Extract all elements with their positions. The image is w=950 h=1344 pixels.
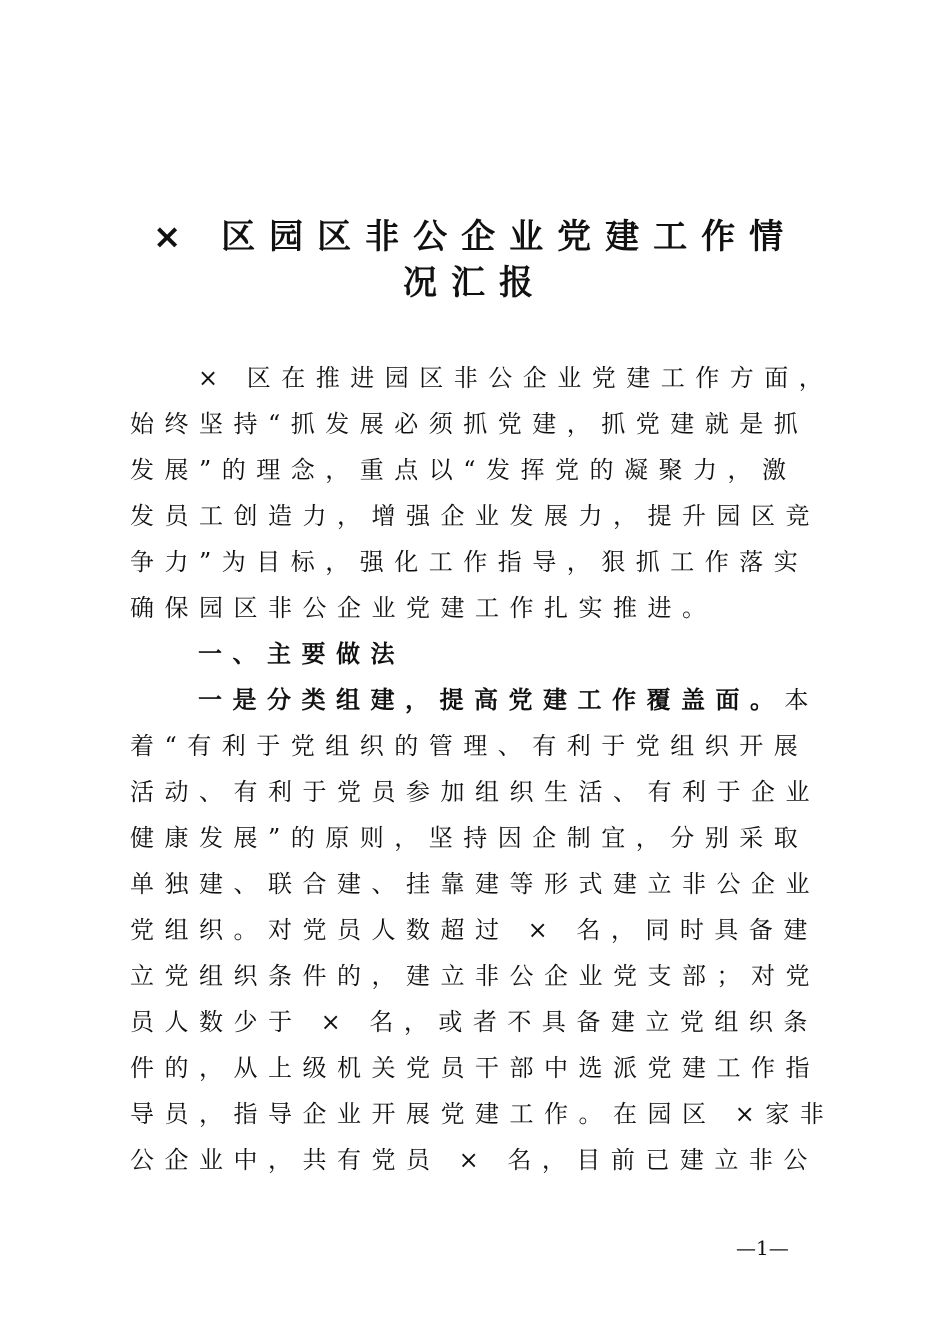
- document-title-line-2: 况汇报: [403, 263, 547, 303]
- page-number: —1—: [736, 1236, 789, 1260]
- subsection-first-line-rest: 本: [784, 686, 819, 714]
- paragraph-line: 立党组织条件的，建立非公企业党支部；对党: [130, 962, 820, 990]
- paragraph-line: × 区在推进园区非公企业党建工作方面，: [198, 364, 834, 392]
- paragraph-line: 确保园区非公企业党建工作扎实推进。: [130, 594, 717, 622]
- paragraph-line: 争力”为目标，强化工作指导，狠抓工作落实: [130, 548, 809, 576]
- subsection-first-line: [198, 677, 819, 723]
- paragraph-line: 健康发展”的原则，坚持因企制宜，分别采取: [130, 824, 809, 852]
- paragraph-line: 单独建、联合建、挂靠建等形式建立非公企业: [130, 870, 820, 898]
- paragraph-line: 公企业中，共有党员 × 名，目前已建立非公: [130, 1146, 818, 1174]
- paragraph-line: 发员工创造力，增强企业发展力，提升园区竞: [130, 502, 820, 530]
- subsection-bold-lead: 一是分类组建，提高党建工作覆盖面。: [198, 686, 785, 714]
- paragraph-line: 党组织。对党员人数超过 × 名，同时具备建: [130, 916, 818, 944]
- paragraph-line: 件的，从上级机关党员干部中选派党建工作指: [130, 1054, 820, 1082]
- paragraph-line: 着“有利于党组织的管理、有利于党组织开展: [130, 732, 809, 760]
- paragraph-line: 始终坚持“抓发展必须抓党建，抓党建就是抓: [130, 410, 809, 438]
- paragraph-line: 发展”的理念，重点以“发挥党的凝聚力，激: [130, 456, 797, 484]
- paragraph-line: 活动、有利于党员参加组织生活、有利于企业: [130, 778, 820, 806]
- document-title-line-1: × 区园区非公企业党建工作情: [152, 217, 798, 257]
- section-heading: 一、主要做法: [198, 640, 405, 668]
- paragraph-line: 员人数少于 × 名，或者不具备建立党组织条: [130, 1008, 818, 1036]
- paragraph-line: 导员，指导企业开展党建工作。在园区 ×家非: [130, 1100, 835, 1128]
